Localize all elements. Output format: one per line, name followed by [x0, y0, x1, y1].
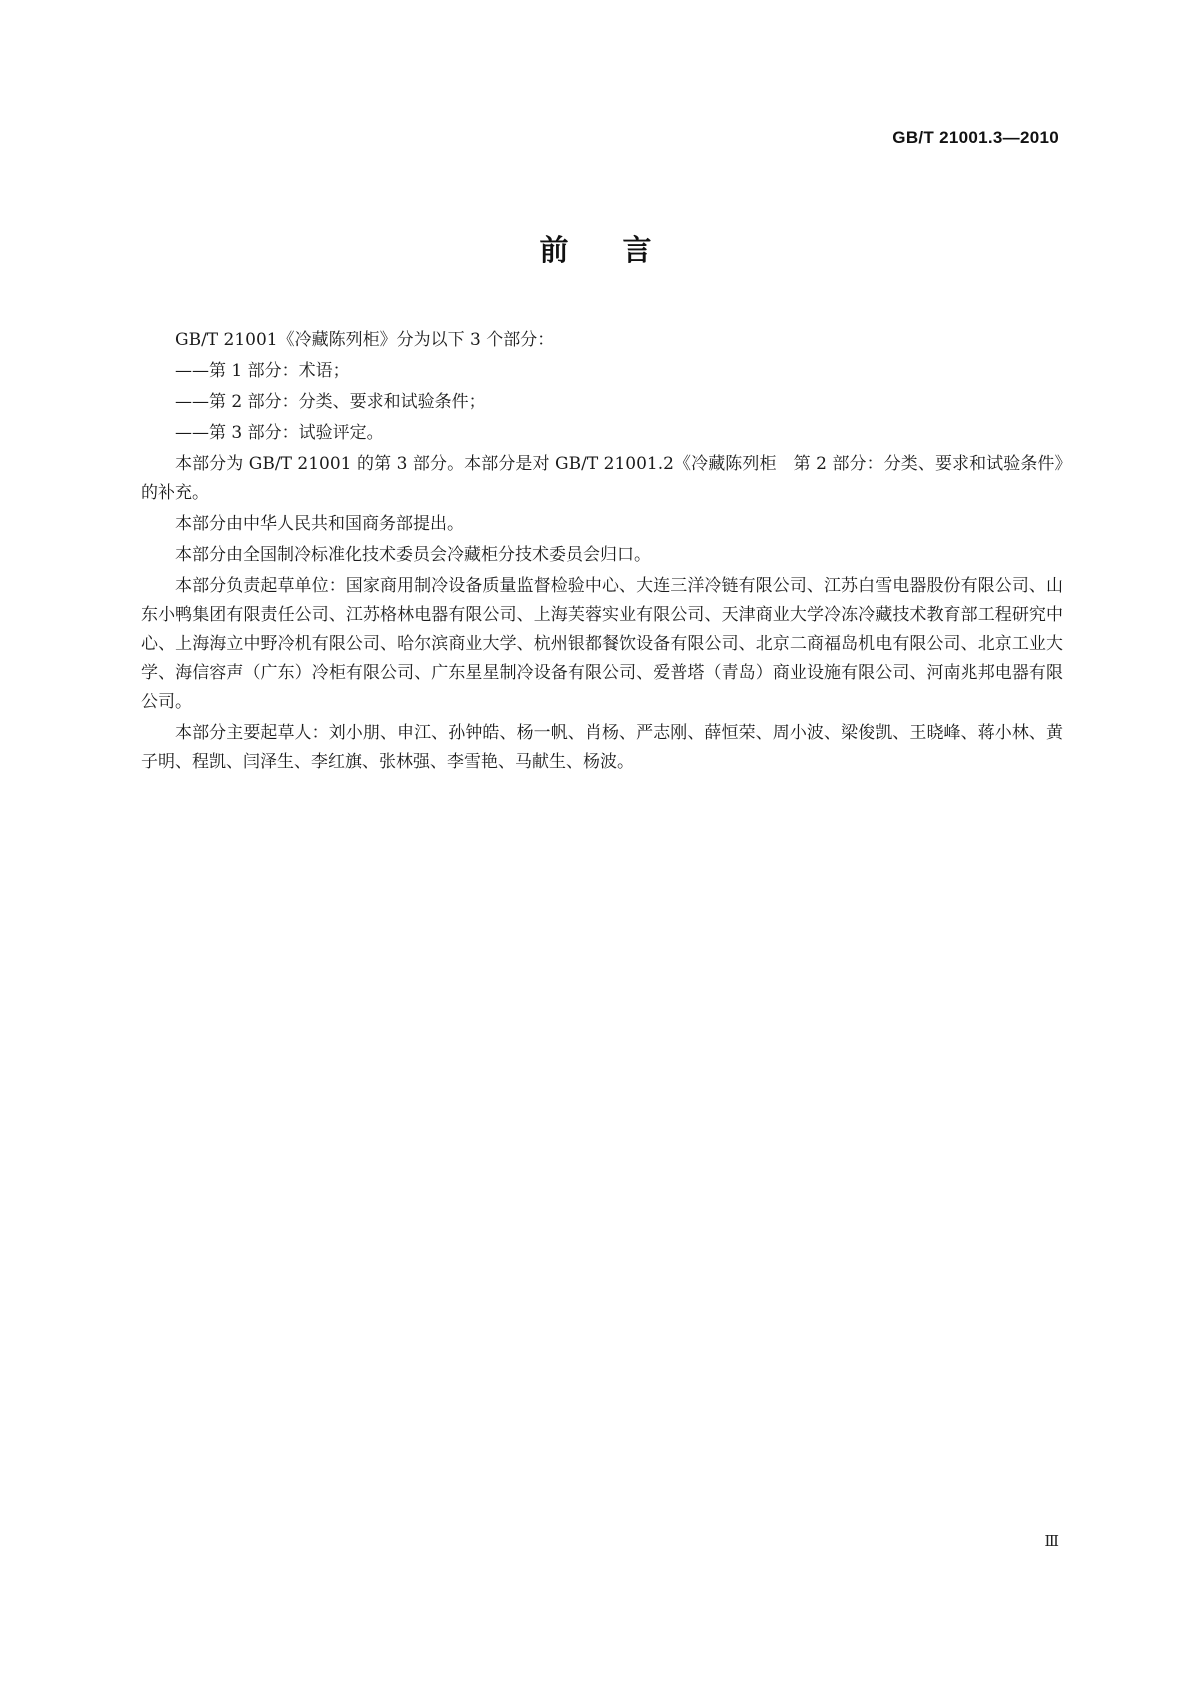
list-item-part2: ——第 2 部分：分类、要求和试验条件；	[175, 392, 486, 412]
paragraph-proposed: 本部分由中华人民共和国商务部提出。	[175, 514, 464, 534]
paragraph-scope: 本部分为 GB/T 21001 的第 3 部分。本部分是对 GB/T 21001.2《冷藏陈列柜 第 2 部分：分类、要求和试验条件》的补充。	[141, 454, 1063, 503]
paragraph-intro: GB/T 21001《冷藏陈列柜》分为以下 3 个部分：	[175, 330, 555, 350]
paragraph-drafting-units: 本部分负责起草单位：国家商用制冷设备质量监督检验中心、大连三洋冷链有限公司、江苏白雪电器股份有限公司、山东小鸭集团有限责任公司、江苏格林电器有限公司、上海芙蓉实业有限公司、天津商业大学冷冻冷藏技术教育部工程研究中心、上海海立中野冷机有限公司、哈尔滨商业大学、杭州银都餐饮设备有限公司、北京二商福岛机电有限公司、北京工业大学、海信容声（广东）冷柜有限公司、广东星星制冷设备有限公司、爱普塔（青岛）商业设施有限公司、河南兆邦电器有限公司。	[141, 576, 1063, 712]
standard-code: GB/T 21001.3—2010	[892, 128, 1059, 147]
page-title: 前言	[539, 233, 706, 267]
page-number: Ⅲ	[1044, 1532, 1059, 1550]
list-item-part3: ——第 3 部分：试验评定。	[175, 423, 384, 443]
paragraph-drafters: 本部分主要起草人：刘小朋、申江、孙钟皓、杨一帆、肖杨、严志刚、薛恒荣、周小波、梁俊凯、王晓峰、蒋小林、黄子明、程凯、闫泽生、李红旗、张林强、李雪艳、马献生、杨波。	[141, 723, 1063, 772]
paragraph-centralized: 本部分由全国制冷标准化技术委员会冷藏柜分技术委员会归口。	[175, 545, 651, 565]
document-body	[141, 326, 1063, 779]
list-item-part1: ——第 1 部分：术语；	[175, 361, 350, 381]
